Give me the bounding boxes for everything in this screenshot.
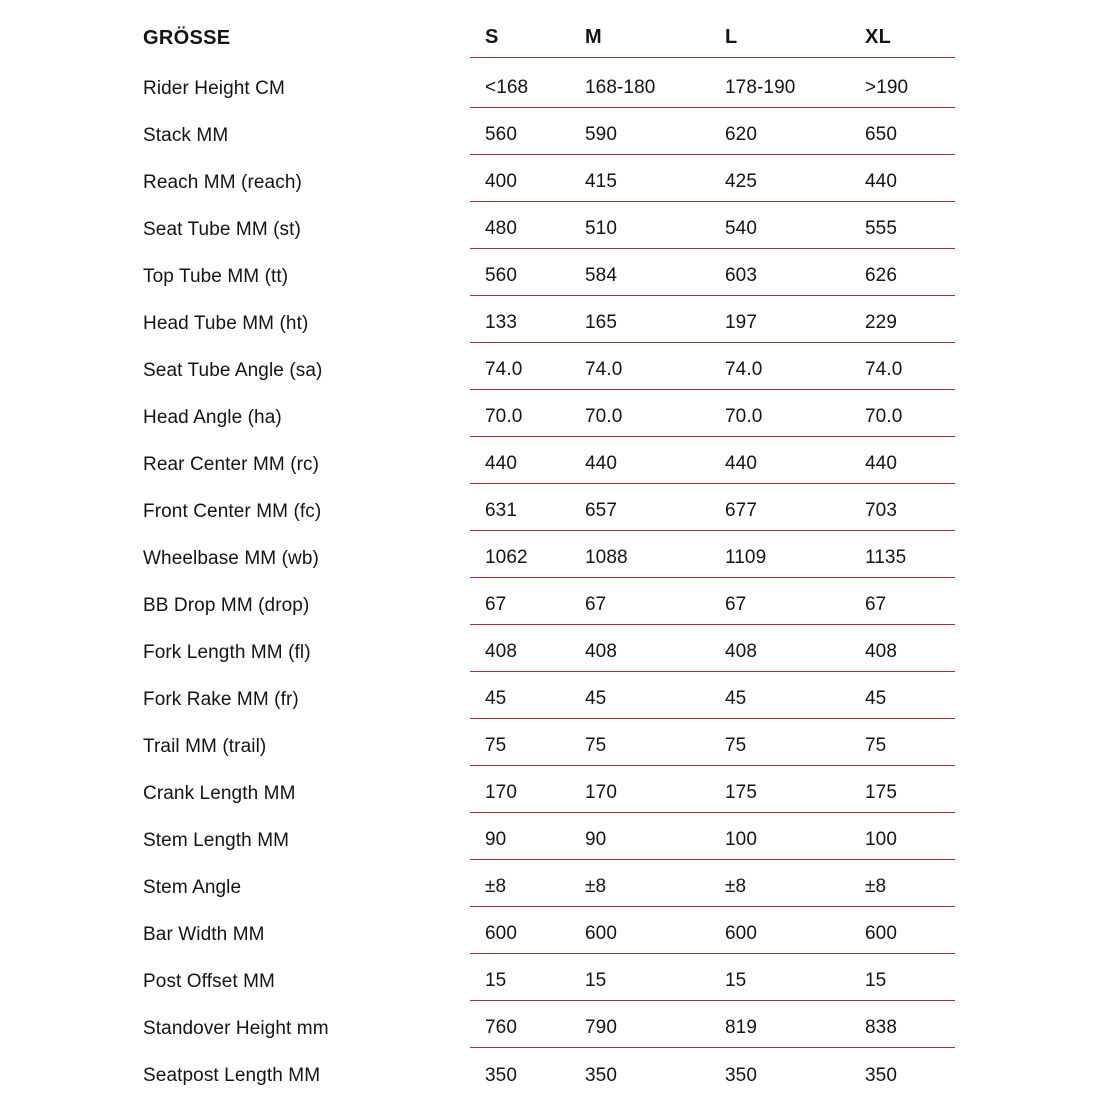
row-label: BB Drop MM (drop) xyxy=(143,595,310,616)
cell-value: 440 xyxy=(585,453,618,474)
cell-value: <168 xyxy=(485,77,529,98)
cell-value: 45 xyxy=(865,688,887,709)
table-row xyxy=(143,766,955,813)
row-values xyxy=(470,954,955,1001)
row-label: Fork Length MM (fl) xyxy=(143,642,311,663)
row-label: Fork Rake MM (fr) xyxy=(143,689,299,710)
cell-value: 440 xyxy=(725,453,758,474)
cell-value: 440 xyxy=(865,171,898,192)
geometry-table xyxy=(143,11,955,1095)
row-label: Seatpost Length MM xyxy=(143,1065,321,1086)
row-label: Trail MM (trail) xyxy=(143,736,267,757)
cell-value: 70.0 xyxy=(485,406,523,427)
row-values xyxy=(470,58,955,108)
row-label: Wheelbase MM (wb) xyxy=(143,548,319,569)
table-row xyxy=(143,578,955,625)
cell-value: 229 xyxy=(865,312,898,333)
cell-value: 657 xyxy=(585,500,618,521)
header-size-columns xyxy=(470,11,955,58)
cell-value: 70.0 xyxy=(725,406,763,427)
cell-value: 75 xyxy=(485,735,507,756)
cell-value: 74.0 xyxy=(725,359,763,380)
cell-value: 168-180 xyxy=(585,77,656,98)
cell-value: 90 xyxy=(485,829,507,850)
table-header-row xyxy=(143,11,955,58)
cell-value: 790 xyxy=(585,1017,618,1038)
row-label: Standover Height mm xyxy=(143,1018,329,1039)
cell-value: 425 xyxy=(725,171,758,192)
row-values xyxy=(470,719,955,766)
cell-value: 197 xyxy=(725,312,758,333)
table-row xyxy=(143,719,955,766)
cell-value: 760 xyxy=(485,1017,518,1038)
row-values xyxy=(470,202,955,249)
cell-value: 15 xyxy=(725,970,747,991)
column-header-xl: XL xyxy=(865,26,892,48)
cell-value: 560 xyxy=(485,124,518,145)
row-values xyxy=(470,1001,955,1048)
cell-value: 408 xyxy=(865,641,898,662)
cell-value: 555 xyxy=(865,218,898,239)
table-row xyxy=(143,672,955,719)
cell-value: 74.0 xyxy=(585,359,623,380)
cell-value: 626 xyxy=(865,265,898,286)
cell-value: 133 xyxy=(485,312,518,333)
cell-value: 408 xyxy=(585,641,618,662)
cell-value: 560 xyxy=(485,265,518,286)
cell-value: 510 xyxy=(585,218,618,239)
cell-value: 100 xyxy=(725,829,758,850)
cell-value: 415 xyxy=(585,171,618,192)
cell-value: 600 xyxy=(585,923,618,944)
row-label: Rear Center MM (rc) xyxy=(143,454,320,475)
row-values xyxy=(470,860,955,907)
cell-value: 650 xyxy=(865,124,898,145)
cell-value: ±8 xyxy=(725,876,747,897)
cell-value: 15 xyxy=(585,970,607,991)
cell-value: 178-190 xyxy=(725,77,796,98)
row-label: Front Center MM (fc) xyxy=(143,501,322,522)
cell-value: 400 xyxy=(485,171,518,192)
table-row xyxy=(143,860,955,907)
size-column-title: GRÖSSE xyxy=(143,27,231,49)
row-values xyxy=(470,907,955,954)
cell-value: 170 xyxy=(585,782,618,803)
row-values xyxy=(470,625,955,672)
cell-value: 603 xyxy=(725,265,758,286)
cell-value: 838 xyxy=(865,1017,898,1038)
table-row xyxy=(143,390,955,437)
row-values xyxy=(470,672,955,719)
table-row xyxy=(143,249,955,296)
row-label: Head Angle (ha) xyxy=(143,407,282,428)
table-row xyxy=(143,954,955,1001)
row-label: Reach MM (reach) xyxy=(143,172,302,193)
table-row xyxy=(143,813,955,860)
cell-value: 70.0 xyxy=(865,406,903,427)
cell-value: 75 xyxy=(585,735,607,756)
row-values xyxy=(470,296,955,343)
row-values xyxy=(470,578,955,625)
cell-value: 175 xyxy=(725,782,758,803)
cell-value: 540 xyxy=(725,218,758,239)
row-label: Seat Tube MM (st) xyxy=(143,219,301,240)
cell-value: 100 xyxy=(865,829,898,850)
row-label: Stem Length MM xyxy=(143,830,290,851)
cell-value: 15 xyxy=(485,970,507,991)
cell-value: 440 xyxy=(485,453,518,474)
table-row xyxy=(143,155,955,202)
cell-value: 74.0 xyxy=(865,359,903,380)
cell-value: 67 xyxy=(585,594,607,615)
cell-value: >190 xyxy=(865,77,909,98)
cell-value: 74.0 xyxy=(485,359,523,380)
cell-value: 45 xyxy=(485,688,507,709)
cell-value: 584 xyxy=(585,265,618,286)
column-header-l: L xyxy=(725,26,738,48)
column-header-m: M xyxy=(585,26,602,48)
cell-value: 590 xyxy=(585,124,618,145)
cell-value: 1135 xyxy=(865,547,907,568)
cell-value: 1088 xyxy=(585,547,628,568)
table-row xyxy=(143,58,955,108)
row-values xyxy=(470,390,955,437)
cell-value: ±8 xyxy=(865,876,887,897)
cell-value: 175 xyxy=(865,782,898,803)
row-label: Stem Angle xyxy=(143,877,242,898)
cell-value: 408 xyxy=(485,641,518,662)
cell-value: 1109 xyxy=(725,547,767,568)
cell-value: 170 xyxy=(485,782,518,803)
cell-value: 70.0 xyxy=(585,406,623,427)
cell-value: 67 xyxy=(725,594,747,615)
cell-value: 350 xyxy=(585,1065,618,1086)
cell-value: 600 xyxy=(725,923,758,944)
cell-value: 15 xyxy=(865,970,887,991)
cell-value: 677 xyxy=(725,500,758,521)
row-values xyxy=(470,531,955,578)
row-values xyxy=(470,766,955,813)
cell-value: 67 xyxy=(865,594,887,615)
cell-value: 90 xyxy=(585,829,607,850)
row-label: Top Tube MM (tt) xyxy=(143,266,289,287)
row-label: Seat Tube Angle (sa) xyxy=(143,360,323,381)
cell-value: 631 xyxy=(485,500,518,521)
cell-value: 703 xyxy=(865,500,898,521)
table-body xyxy=(143,58,955,1095)
row-values xyxy=(470,108,955,155)
row-values xyxy=(470,343,955,390)
table-row xyxy=(143,108,955,155)
table-row xyxy=(143,437,955,484)
cell-value: 600 xyxy=(865,923,898,944)
row-values xyxy=(470,249,955,296)
table-row xyxy=(143,625,955,672)
table-row xyxy=(143,531,955,578)
row-label: Post Offset MM xyxy=(143,971,275,992)
cell-value: 480 xyxy=(485,218,518,239)
cell-value: 350 xyxy=(485,1065,518,1086)
row-values xyxy=(470,437,955,484)
cell-value: 45 xyxy=(585,688,607,709)
row-label: Crank Length MM xyxy=(143,783,296,804)
row-values xyxy=(470,155,955,202)
cell-value: 600 xyxy=(485,923,518,944)
row-label: Rider Height CM xyxy=(143,78,285,99)
table-row xyxy=(143,1001,955,1048)
cell-value: 408 xyxy=(725,641,758,662)
cell-value: 620 xyxy=(725,124,758,145)
table-row xyxy=(143,907,955,954)
table-row xyxy=(143,1048,955,1095)
row-values xyxy=(470,484,955,531)
table-row xyxy=(143,484,955,531)
row-label: Stack MM xyxy=(143,125,229,146)
cell-value: 350 xyxy=(725,1065,758,1086)
row-values xyxy=(470,813,955,860)
cell-value: ±8 xyxy=(485,876,507,897)
cell-value: 75 xyxy=(865,735,887,756)
table-row xyxy=(143,343,955,390)
row-label: Head Tube MM (ht) xyxy=(143,313,309,334)
row-label: Bar Width MM xyxy=(143,924,265,945)
cell-value: 1062 xyxy=(485,547,528,568)
column-header-s: S xyxy=(485,26,499,48)
cell-value: 350 xyxy=(865,1065,898,1086)
cell-value: 819 xyxy=(725,1017,758,1038)
table-row xyxy=(143,202,955,249)
cell-value: 75 xyxy=(725,735,747,756)
cell-value: 45 xyxy=(725,688,747,709)
cell-value: 440 xyxy=(865,453,898,474)
cell-value: ±8 xyxy=(585,876,607,897)
cell-value: 165 xyxy=(585,312,618,333)
cell-value: 67 xyxy=(485,594,507,615)
row-values xyxy=(470,1048,955,1095)
table-row xyxy=(143,296,955,343)
